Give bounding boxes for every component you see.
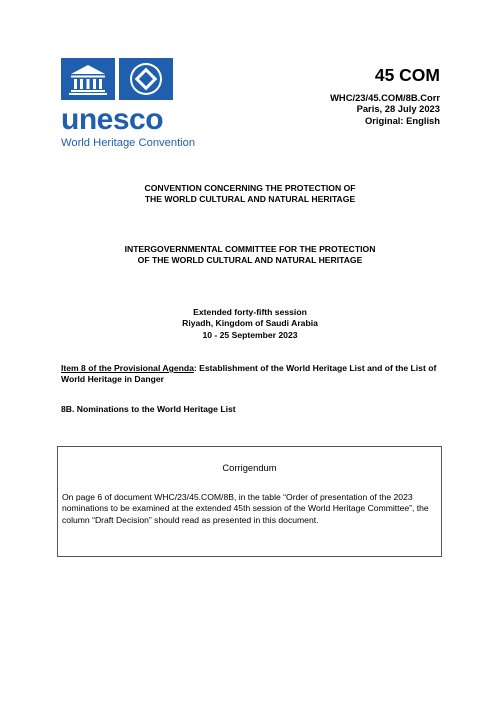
session-code: 45 COM — [374, 65, 440, 85]
convention-line-2: THE WORLD CULTURAL AND NATURAL HERITAGE — [144, 194, 356, 205]
document-code: WHC/23/45.COM/8B.Corr — [330, 92, 440, 103]
place-date: Paris, 28 July 2023 — [356, 103, 440, 115]
committee-line-1: INTERGOVERNMENTAL COMMITTEE FOR THE PROTECTION — [124, 244, 376, 254]
logo-subtitle: World Heritage Convention — [61, 137, 196, 149]
document-reference — [330, 64, 440, 126]
session-dates: 10 - 25 September 2023 — [202, 329, 298, 340]
session-name: Extended forty-fifth session — [193, 307, 307, 317]
convention-heading — [0, 183, 500, 206]
agenda-subitem: 8B. Nominations to the World Heritage List — [61, 404, 236, 414]
session-location: Riyadh, Kingdom of Saudi Arabia — [182, 318, 318, 329]
logo-wordmark: unesco — [61, 103, 164, 136]
logo-emblems — [61, 58, 173, 100]
original-language: Original: English — [364, 114, 440, 126]
committee-line-2: OF THE WORLD CULTURAL AND NATURAL HERITAGE — [137, 255, 363, 266]
world-heritage-emblem-icon — [119, 58, 173, 100]
committee-heading — [0, 244, 500, 267]
agenda-item-label: Item 8 of the Provisional Agenda — [61, 363, 194, 373]
agenda-item — [61, 363, 443, 386]
session-info — [0, 307, 500, 341]
heritage-circle-icon — [127, 60, 165, 98]
convention-line-1: CONVENTION CONCERNING THE PROTECTION OF — [144, 183, 356, 193]
corrigendum-title: Corrigendum — [222, 462, 277, 473]
temple-emblem-icon — [61, 58, 115, 100]
temple-icon — [68, 62, 108, 96]
unesco-logo — [61, 58, 196, 150]
corrigendum-text: On page 6 of document WHC/23/45.COM/8B, in the table “Order of presentation of the 2023 nominations to be examined at the extended 45th session of the World Heritage Committee”, the column “Draft Decision” should read as presented in this document. — [62, 492, 429, 525]
agenda-item-title: : Establishment of the World Heritage List and of the List of World Heritage in Danger — [61, 363, 437, 385]
corrigendum-box — [57, 446, 442, 557]
